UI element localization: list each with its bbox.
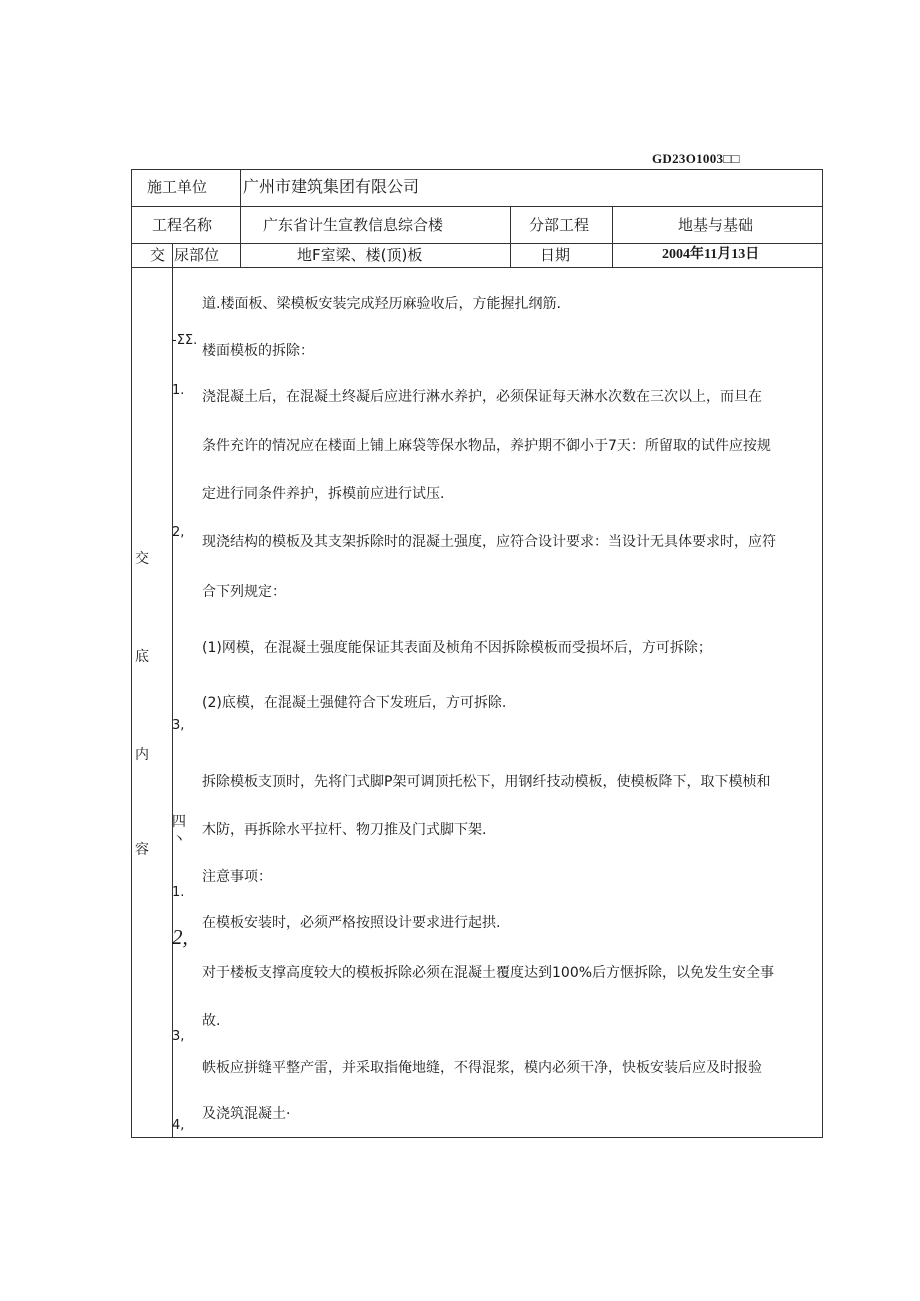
side-title-char: 底: [135, 649, 149, 665]
item-number: 2,: [172, 925, 188, 949]
content-line: 对于楼板支撑高度较大的模板拆除必须在混凝土覆度达到100%后方惬拆除，以免发生安全事: [202, 965, 775, 981]
handover-form: [131, 169, 823, 1138]
side-title-char: 容: [135, 842, 149, 858]
section-marker: -ΣΣ.: [172, 333, 198, 348]
item-number: 1.: [172, 383, 185, 398]
section-marker: 四: [172, 814, 186, 830]
content-line: 道.楼面板、梁模板安装完成羟历麻验收后，方能握扎纲筋.: [202, 296, 561, 312]
content-line: 在模板安装时，必须严格按照设计要求进行起拱.: [202, 915, 501, 931]
content-line: 合下列规定：: [202, 584, 286, 600]
content-line: 浇混凝土后，在混凝土终凝后应进行淋水养护，必须保证每天淋水次数在三次以上，而旦在: [202, 389, 762, 405]
row-divider: [132, 206, 822, 207]
unit-label: 施工单位: [147, 178, 208, 196]
content-line: 及浇筑混凝土·: [202, 1106, 291, 1122]
content-line: 定进行同条件养护，拆模前应进行试压.: [202, 486, 445, 502]
item-number: 1.: [172, 885, 185, 900]
section-marker: 丶: [172, 832, 186, 848]
row-divider: [132, 267, 822, 268]
side-title-char: 交: [135, 551, 149, 567]
content-line: 条件充许的情况应在楼面上铺上麻袋等保水物品，养护期不御小于7天：所留取的试件应按规: [202, 438, 771, 454]
col-divider: [510, 206, 511, 267]
content-line: (2)底模，在混凝土强健符合下发班后，方可拆除.: [202, 695, 507, 711]
col-divider: [612, 206, 613, 267]
col-divider: [172, 243, 173, 267]
row-divider: [132, 243, 822, 244]
date-value: 2004年11月13日: [662, 247, 760, 262]
content-line: (1)网模，在混凝土强度能保证其表面及桢角不因拆除模板而受损坏后，方可拆除；: [202, 640, 712, 656]
part-value: 地F室梁、楼(顶)板: [297, 246, 423, 264]
content-line: 帙板应拼缝平整产雷，并采取指俺地缝，不得混浆，模内必须干净，快板安装后应及时报验: [202, 1060, 762, 1076]
handover-char: 交: [150, 246, 166, 264]
item-number: 4,: [172, 1118, 185, 1133]
content-line: 注意事项：: [202, 869, 272, 885]
sub-project-label: 分部工程: [529, 216, 590, 234]
content-line: 现浇结构的模板及其支架拆除时的混凝土强度，应符合设计要求：当设计无具体要求时，应符: [202, 534, 776, 550]
part-label: 尿部位: [174, 246, 220, 264]
side-title-char: 内: [135, 747, 149, 763]
unit-value: 广州市建筑集团有限公司: [243, 177, 420, 196]
content-line: 拆除模板支顶时，先将门式脚P架可调顶托松下，用钢纤技动模板，使模板降下，取下模桢和: [202, 774, 771, 790]
content-line: 楼面模板的拆除：: [202, 343, 314, 359]
content-line: 故.: [202, 1013, 221, 1029]
date-label: 日期: [540, 246, 571, 264]
content-line: 木防，再拆除水平拉杆、物刀推及门式脚下架.: [202, 822, 487, 838]
sub-project-value: 地基与基础: [678, 216, 754, 234]
project-value: 广东省计生宣教信息综合楼: [263, 216, 444, 234]
document-code: GD23O1003□□: [652, 151, 740, 166]
project-label: 工程名称: [152, 216, 213, 234]
item-number: 3,: [172, 1029, 185, 1044]
item-number: 3,: [172, 718, 185, 733]
col-divider: [240, 170, 241, 267]
item-number: 2,: [172, 525, 185, 540]
